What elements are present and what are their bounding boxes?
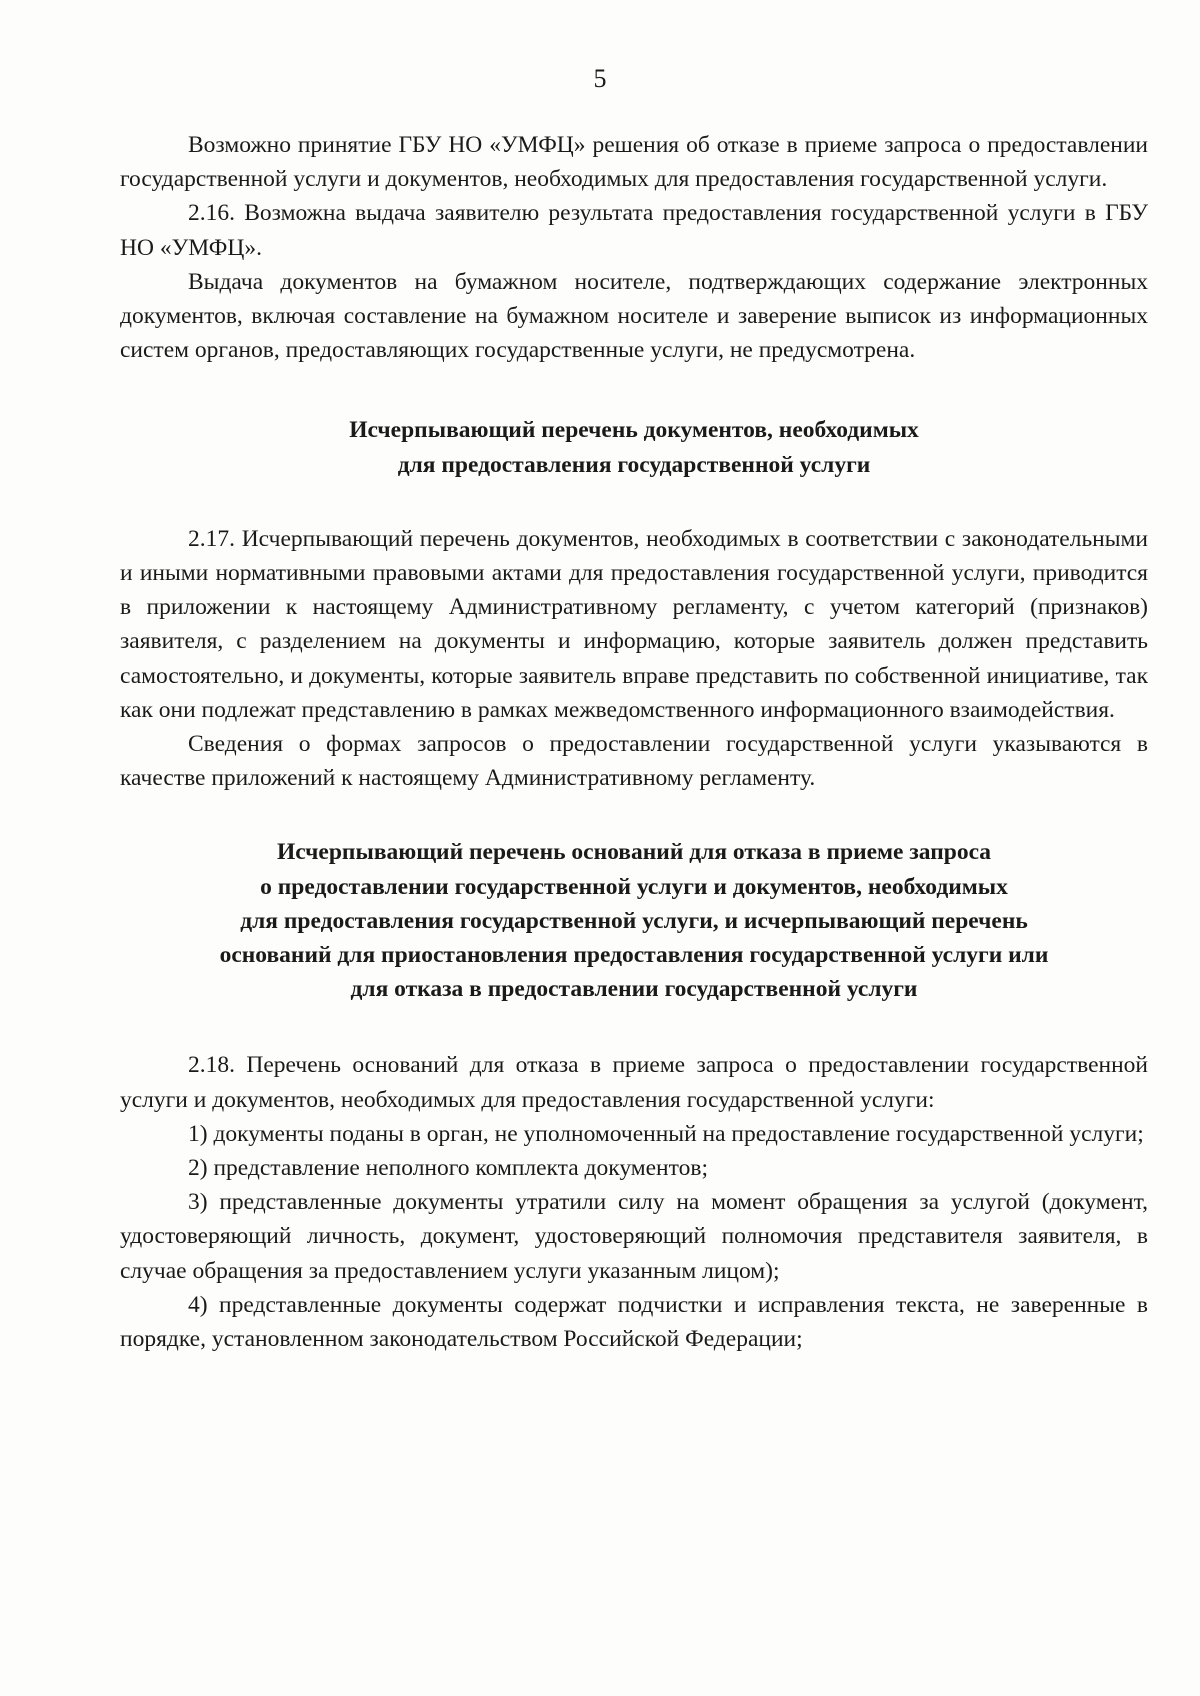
heading-line: оснований для приостановления предоставления государственной услуги или xyxy=(219,942,1049,969)
paragraph-intro-1: Возможно принятие ГБУ НО «УМФЦ» решения об отказе в приеме запроса о предоставлении государственной услуги и документов, необходимых для предоставления государственной услуги. xyxy=(120,132,1148,193)
paragraph-2-17: 2.17. Исчерпывающий перечень документов, необходимых в соответствии с законодательными и иными нормативными правовыми актами для предоставления государственной услуги, приводится в приложении к настоящему Административному регламенту, с учетом категорий (признаков) заявителя, с разделением на документы и информацию, которые заявитель должен представить самостоятельно, и документы, которые заявитель вправе представить по собственной инициативе, так как они подлежат представлению в рамках межведомственного информационного взаимодействия. xyxy=(120,525,1148,723)
heading-line: Исчерпывающий перечень оснований для отказа в приеме запроса xyxy=(276,839,992,866)
section-heading-documents xyxy=(120,413,1148,481)
heading-line: для отказа в предоставлении государственной услуги xyxy=(350,976,918,1003)
list-item-3: 3) представленные документы утратили силу на момент обращения за услугой (документ, удостоверяющий личность, документ, удостоверяющий полномочия представителя заявителя, в случае обращения за предоставлением услуги указанным лицом); xyxy=(120,1189,1148,1284)
list-item-4: 4) представленные документы содержат подчистки и исправления текста, не заверенные в порядке, установленном законодательством Российской Федерации; xyxy=(120,1291,1148,1353)
page-number: 5 xyxy=(593,64,607,93)
list-item-2: 2) представление неполного комплекта документов; xyxy=(188,1155,708,1182)
section-heading-refusal-grounds xyxy=(120,835,1148,1006)
heading-line: о предоставлении государственной услуги и документов, необходимых xyxy=(260,873,1008,900)
heading-line: Исчерпывающий перечень документов, необходимых xyxy=(349,417,919,444)
document-body xyxy=(120,128,1148,1356)
heading-line: для предоставления государственной услуги, и исчерпывающий перечень xyxy=(240,907,1028,934)
paragraph-intro-2: 2.16. Возможна выдача заявителю результата предоставления государственной услуги в ГБУ НО «УМФЦ». xyxy=(120,200,1148,261)
paragraph-intro-3: Выдача документов на бумажном носителе, подтверждающих содержание электронных документов, включая составление на бумажном носителе и заверение выписок из информационных систем органов, предоставляющих государственные услуги, не предусмотрена. xyxy=(120,268,1148,364)
list-item-1: 1) документы поданы в орган, не уполномоченный на предоставление государственной услуги; xyxy=(188,1120,1144,1147)
heading-line: для предоставления государственной услуги xyxy=(397,451,871,478)
paragraph-2-18: 2.18. Перечень оснований для отказа в приеме запроса о предоставлении государственной услуги и документов, необходимых для предоставления государственной услуги: xyxy=(120,1052,1148,1113)
paragraph-forms-info: Сведения о формах запросов о предоставлении государственной услуги указываются в качестве приложений к настоящему Административному регламенту. xyxy=(120,731,1148,792)
